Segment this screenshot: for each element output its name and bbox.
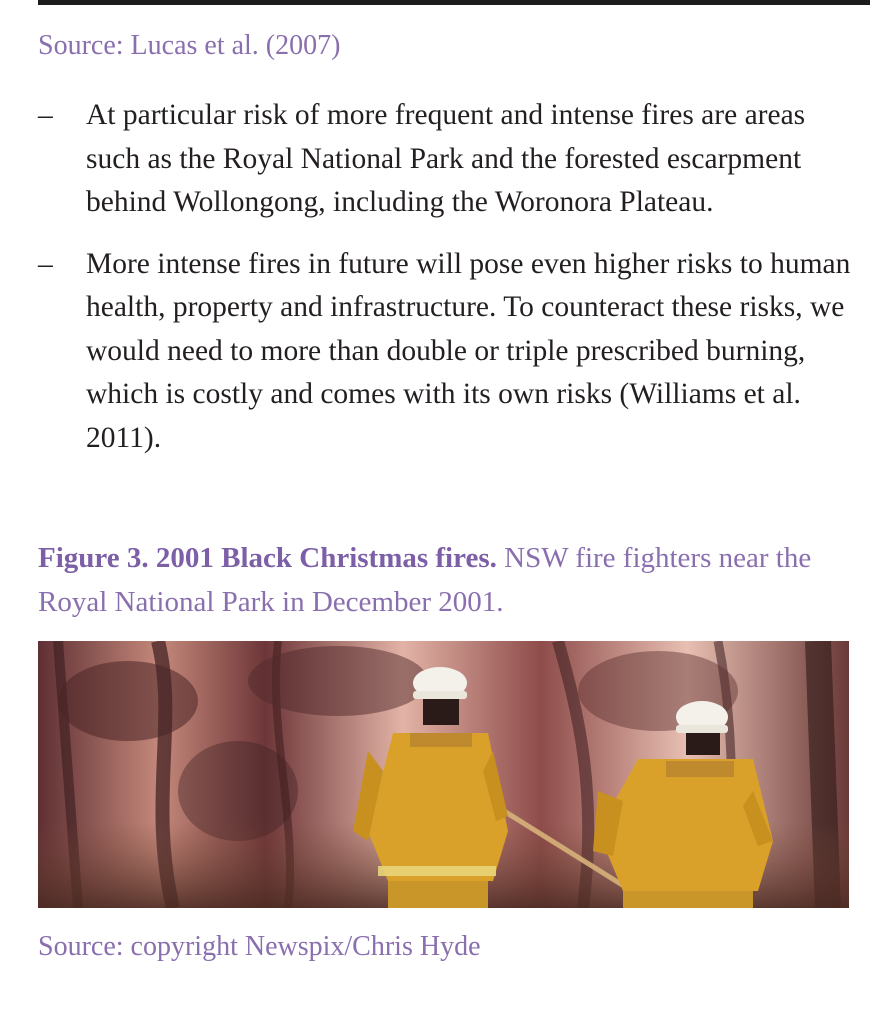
bullet-dash: – (38, 99, 53, 131)
bullet-item-intense-fires (38, 243, 878, 461)
fire-fighters-photo (38, 641, 849, 908)
bullet-list (38, 94, 878, 478)
bullet-text: At particular risk of more frequent and intense fires are areas such as the Royal National Park and the forested escarpment behind Wollongong, including the Woronora Plateau. (86, 99, 806, 218)
photo-illustration (38, 641, 849, 908)
bullet-dash: – (38, 247, 53, 280)
figure-title: Figure 3. 2001 Black Christmas fires. (38, 542, 497, 574)
bullet-text: More intense fires in future will pose even higher risks to human health, property and infrastructure. To counteract these risks, we would need to more than double or triple prescribed burning, which is costly and comes with its own risks (Williams et al. 2011). (86, 247, 851, 454)
figure-description: NSW fire fighters near the Royal National Park in December 2001. (38, 542, 812, 618)
photo-source-credit: Source: copyright Newspix/Chris Hyde (38, 931, 481, 962)
table-source-note: Source: Lucas et al. (2007) (38, 30, 341, 61)
bullet-item-risk-areas (38, 94, 878, 225)
figure-caption (38, 536, 858, 624)
top-rule (38, 0, 870, 5)
